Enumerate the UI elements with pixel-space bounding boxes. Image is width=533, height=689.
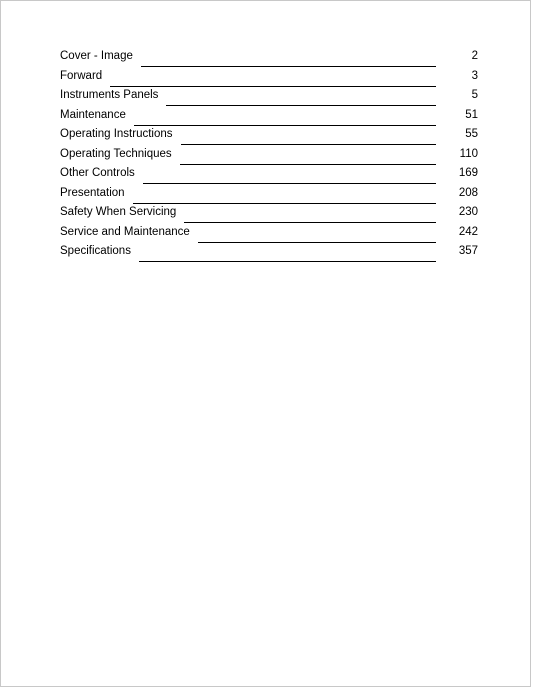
toc-entry[interactable] [60,185,478,205]
toc-entry[interactable] [60,224,478,244]
toc-entry-title[interactable]: Other Controls [60,167,135,179]
toc-entry-page: 242 [458,225,478,238]
toc-entry-page: 55 [465,128,478,140]
toc-entry[interactable] [60,165,478,185]
toc-entry-title[interactable]: Specifications [60,245,131,257]
toc-leader-line [166,89,436,106]
toc-leader-line [184,206,436,223]
toc-entry-page: 357 [458,245,478,257]
toc-entry[interactable] [60,126,478,146]
toc-entry-title[interactable]: Forward [60,69,103,82]
toc-entry-page: 51 [465,108,478,121]
toc-leader-line [110,70,436,87]
toc-entry-title[interactable]: Service and Maintenance [60,225,190,238]
toc-entry-title[interactable]: Cover - Image [60,50,133,62]
toc-entry-title[interactable]: Safety When Servicing [60,206,177,218]
toc-leader-line [180,148,436,165]
toc-leader-line [133,187,436,204]
toc-entry-title[interactable]: Operating Techniques [60,147,172,160]
toc-entry[interactable] [60,243,478,263]
toc-entry-page: 169 [458,167,478,179]
toc-entry-page: 3 [471,69,478,82]
toc-leader-line [181,128,436,145]
toc-leader-line [141,50,436,67]
toc-entry-title[interactable]: Maintenance [60,108,126,121]
toc-leader-line [198,226,436,243]
toc-entry[interactable] [60,87,478,107]
toc-entry[interactable] [60,68,478,88]
toc-entry-page: 208 [458,186,478,199]
toc-entry-page: 5 [471,89,478,101]
table-of-contents [60,48,478,263]
toc-entry[interactable] [60,204,478,224]
toc-entry-title[interactable]: Presentation [60,186,125,199]
toc-entry-page: 110 [459,147,478,160]
toc-leader-line [143,167,436,184]
toc-entry[interactable] [60,107,478,127]
toc-entry-title[interactable]: Operating Instructions [60,128,173,140]
toc-entry-page: 230 [458,206,478,218]
toc-entry-page: 2 [471,50,478,62]
toc-entry[interactable] [60,146,478,166]
toc-entry-title[interactable]: Instruments Panels [60,89,159,101]
toc-entry[interactable] [60,48,478,68]
toc-leader-line [134,109,436,126]
toc-leader-line [139,245,436,262]
